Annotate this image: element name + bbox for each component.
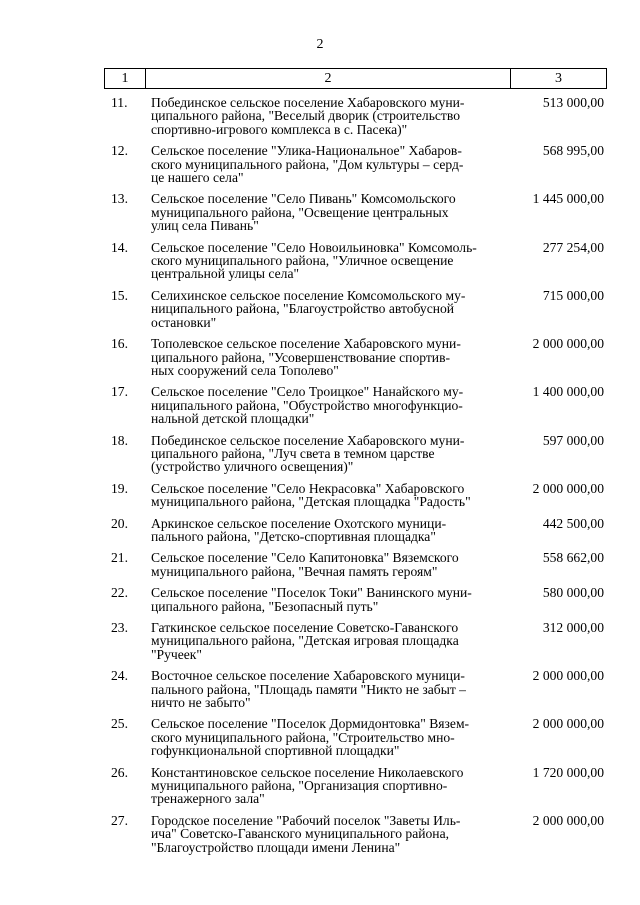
row-amount: 277 254,00: [542, 239, 604, 255]
table-row: [104, 669, 607, 709]
table-body: [104, 96, 607, 862]
row-amount: 568 995,00: [542, 143, 604, 159]
table-row: [104, 586, 607, 613]
table-row: [104, 517, 607, 544]
row-number: 14.: [111, 239, 128, 255]
row-amount: 597 000,00: [542, 432, 604, 448]
table-row: [104, 192, 607, 232]
row-number: 26.: [111, 764, 128, 780]
header-col-3: 3: [555, 70, 562, 86]
row-description: Сельское поселение "Село Некрасовка" Хабаровского муниципального района, "Детская площадка "Радость": [151, 480, 471, 510]
row-amount: 2 000 000,00: [532, 336, 604, 352]
table-row: [104, 96, 607, 136]
row-amount: 442 500,00: [542, 515, 604, 531]
row-description: Селихинское сельское поселение Комсомольского му- ниципального района, "Благоустройство автобусной остановки": [151, 287, 466, 330]
row-description: Побединское сельское поселение Хабаровского муни- ципального района, "Веселый дворик (строительство спортивно-игрового комплекса в с. Пасека)": [151, 95, 465, 137]
row-amount: 715 000,00: [542, 287, 604, 303]
table-row: [104, 766, 607, 806]
row-number: 13.: [111, 191, 128, 207]
table-header: [104, 68, 607, 89]
row-number: 19.: [111, 480, 128, 496]
row-description: Сельское поселение "Поселок Токи" Ванинского муни- ципального района, "Безопасный путь": [151, 585, 472, 614]
row-number: 21.: [111, 550, 128, 566]
row-number: 22.: [111, 585, 128, 601]
header-col-2: 2: [146, 69, 511, 88]
row-number: 11.: [111, 95, 128, 110]
table-row: [104, 551, 607, 578]
row-description: Сельское поселение "Село Пивань" Комсомольского муниципального района, "Освещение центральных улиц села Пивань": [151, 191, 456, 234]
table-row: [104, 482, 607, 509]
row-number: 24.: [111, 668, 128, 684]
row-description: Константиновское сельское поселение Николаевского муниципального района, "Организация спортивно- тренажерного зала": [151, 764, 464, 807]
row-amount: 513 000,00: [542, 95, 604, 110]
table-row: [104, 717, 607, 757]
row-description: Восточное сельское поселение Хабаровского муници- пального района, "Площадь памяти "Никто не забыт – ничто не забыто": [151, 668, 466, 711]
table-row: [104, 434, 607, 474]
row-amount: 1 400 000,00: [532, 384, 604, 400]
row-number: 20.: [111, 515, 128, 531]
header-col-1: 1: [105, 69, 146, 88]
row-description: Тополевское сельское поселение Хабаровского муни- ципального района, "Усовершенствование спортив- ных сооружений села Тополево": [151, 336, 461, 378]
table-row: [104, 241, 607, 281]
row-description: Аркинское сельское поселение Охотского муници- пального района, "Детско-спортивная площадка": [151, 515, 447, 544]
row-amount: 2 000 000,00: [532, 480, 604, 496]
table-row: [104, 814, 607, 854]
row-description: Сельское поселение "Улика-Национальное" Хабаров- ского муниципального района, "Дом культуры – серд- це нашего села": [151, 143, 464, 186]
row-description: Сельское поселение "Село Троицкое" Нанайского му- ниципального района, "Обустройство многофункцио- нальной детской площадки": [151, 384, 464, 427]
row-number: 16.: [111, 336, 128, 352]
page-number: 2: [316, 37, 324, 52]
row-amount: 1 720 000,00: [532, 764, 604, 780]
row-number: 15.: [111, 287, 128, 303]
row-amount: 312 000,00: [542, 620, 604, 635]
table-row: [104, 337, 607, 377]
table-row: [104, 385, 607, 425]
row-description: Побединское сельское поселение Хабаровского муни- ципального района, "Луч света в темном царстве (устройство уличного освещения)": [151, 432, 465, 475]
row-description: Сельское поселение "Село Капитоновка" Вяземского муниципального района, "Вечная память героям": [151, 550, 459, 579]
row-description: Сельское поселение "Село Новоильиновка" Комсомоль- ского муниципального района, "Уличное освещение центральной улицы села": [151, 239, 477, 282]
row-description: Гаткинское сельское поселение Советско-Гаванского муниципального района, "Детская игровая площадка "Ручеек": [151, 620, 459, 662]
row-number: 25.: [111, 716, 128, 732]
row-number: 12.: [111, 143, 128, 159]
row-amount: 2 000 000,00: [532, 716, 604, 732]
row-amount: 1 445 000,00: [532, 191, 604, 207]
table-row: [104, 621, 607, 661]
row-description: Городское поселение "Рабочий поселок "Заветы Иль- ича" Советско-Гаванского муниципального района, "Благоустройство площади имени Ленина": [151, 812, 461, 855]
row-amount: 2 000 000,00: [532, 668, 604, 684]
row-amount: 2 000 000,00: [532, 812, 604, 828]
row-number: 23.: [111, 620, 128, 635]
table-row: [104, 144, 607, 184]
row-number: 18.: [111, 432, 128, 448]
row-amount: 580 000,00: [542, 585, 604, 601]
row-description: Сельское поселение "Поселок Дормидонтовка" Вязем- ского муниципального района, "Строительство мно- гофункциональной спортивной площадки": [151, 716, 470, 759]
row-number: 17.: [111, 384, 128, 400]
row-amount: 558 662,00: [542, 550, 604, 566]
row-number: 27.: [111, 812, 128, 828]
table-row: [104, 289, 607, 329]
